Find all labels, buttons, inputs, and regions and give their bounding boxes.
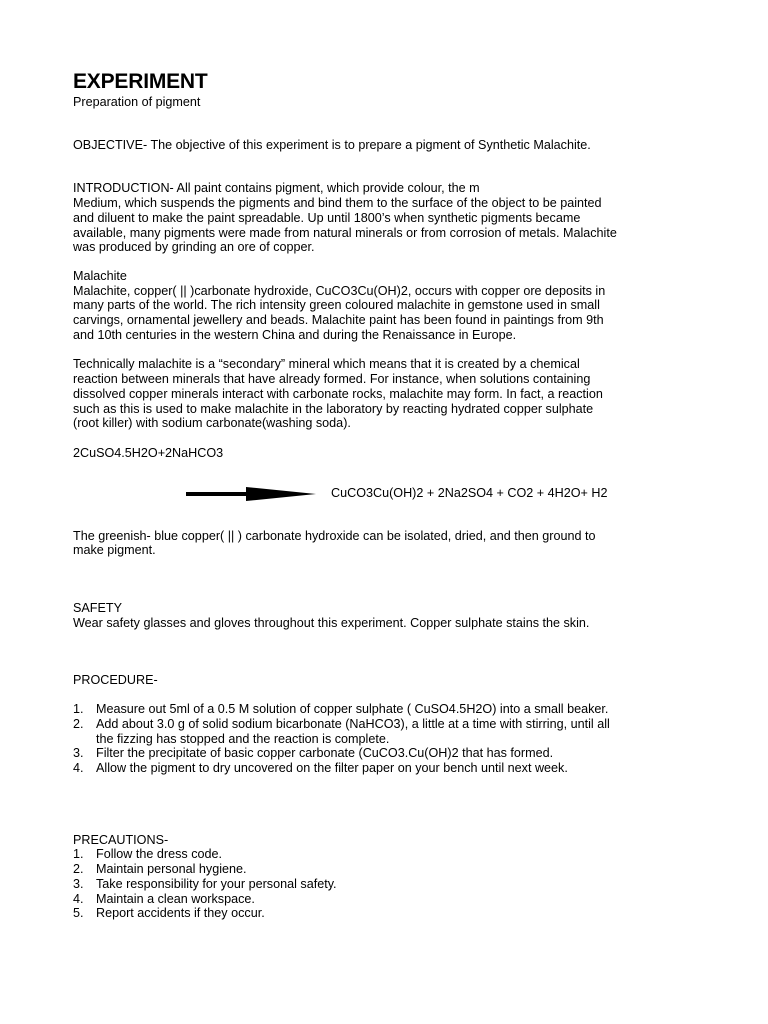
step-text: Measure out 5ml of a 0.5 M solution of copper sulphate ( CuSO4.5H2O) into a small beaker. (96, 702, 609, 717)
safety-text: Wear safety glasses and gloves throughout this experiment. Copper sulphate stains the skin. (73, 615, 590, 630)
step-text: Allow the pigment to dry uncovered on the filter paper on your bench until next week. (96, 760, 568, 775)
step-text: Filter the precipitate of basic copper carbonate (CuCO3.Cu(OH)2 that has formed. (96, 746, 554, 761)
procedure-step (73, 746, 698, 761)
precaution-text: Maintain a clean workspace. (96, 891, 255, 906)
equation-products: CuCO3Cu(OH)2 + 2Na2SO4 + CO2 + 4H2O+ H2 (331, 485, 608, 500)
precaution-item (73, 906, 698, 921)
malachite-heading: Malachite (73, 268, 127, 283)
introduction-paragraph: INTRODUCTION- All paint contains pigment, which provide colour, the m Medium, which suspends the pigments and bind them to the surface of the object to be painted and diluent to make the paint spreadable. Up until 1800’s when synthetic pigments became available, many pigments were made from natural minerals or from corrosion of metals. Malachite was produced by grinding an ore of copper. (73, 181, 617, 255)
precaution-text: Follow the dress code. (96, 847, 222, 862)
procedure-list (73, 702, 698, 776)
precaution-item (73, 877, 698, 892)
procedure-step (73, 702, 698, 717)
right-arrow-icon (186, 486, 316, 502)
safety-heading: SAFETY (73, 601, 122, 616)
step-number: 2. (73, 716, 84, 731)
equation-reactants: 2CuSO4.5H2O+2NaHCO3 (73, 445, 224, 460)
malachite-paragraph: Malachite, copper( || )carbonate hydroxide, CuCO3Cu(OH)2, occurs with copper ore deposits in many parts of the world. The rich intensity green coloured malachite in gemstone used in small carvings, ornamental jewellery and beads. Malachite paint has been found in paintings from 9th and 10th centuries in the western China and during the Renaissance in Europe. (73, 283, 606, 342)
precaution-text: Report accidents if they occur. (96, 906, 265, 921)
page-title: EXPERIMENT (73, 70, 208, 93)
page-subtitle: Preparation of pigment (73, 95, 201, 109)
technical-paragraph: Technically malachite is a “secondary” mineral which means that it is created by a chemical reaction between minerals that have already formed. For instance, when solutions containing dissolved copper minerals interact with carbonate rocks, malachite may form. In fact, a reaction such as this is used to make malachite in the laboratory by reacting hydrated copper sulphate (root killer) with sodium carbonate(washing soda). (73, 357, 603, 431)
precaution-number: 5. (73, 906, 84, 921)
procedure-heading: PROCEDURE- (73, 673, 158, 688)
precaution-text: Take responsibility for your personal safety. (96, 876, 337, 891)
step-text: Add about 3.0 g of solid sodium bicarbonate (NaHCO3), a little at a time with stirring, until all the fizzing has stopped and the reaction is complete. (96, 716, 610, 746)
procedure-step (73, 761, 698, 776)
precaution-number: 2. (73, 862, 84, 877)
precautions-list (73, 847, 698, 921)
procedure-step (73, 717, 698, 746)
step-number: 1. (73, 702, 84, 717)
step-number: 4. (73, 760, 84, 775)
precaution-item (73, 862, 698, 877)
precaution-item (73, 847, 698, 862)
precaution-number: 3. (73, 876, 84, 891)
precautions-heading: PRECAUTIONS- (73, 832, 169, 847)
result-paragraph: The greenish- blue copper( || ) carbonate hydroxide can be isolated, dried, and then ground to make pigment. (73, 528, 596, 558)
step-number: 3. (73, 746, 84, 761)
equation-row (73, 483, 698, 505)
objective-paragraph: OBJECTIVE- The objective of this experiment is to prepare a pigment of Synthetic Malachite. (73, 137, 591, 152)
document-page (73, 70, 698, 921)
precaution-text: Maintain personal hygiene. (96, 862, 247, 877)
precaution-number: 1. (73, 847, 84, 862)
precaution-item (73, 892, 698, 907)
precaution-number: 4. (73, 891, 84, 906)
